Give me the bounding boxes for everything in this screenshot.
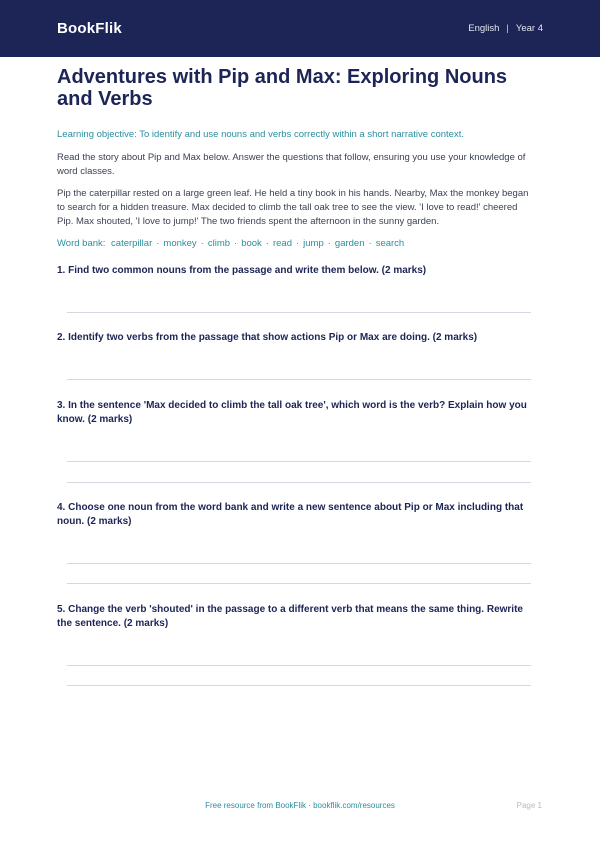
question-1: [57, 264, 537, 278]
instructions: Read the story about Pip and Max below. Answer the questions that follow, ensuring you use your knowledge of word classes.: [57, 152, 526, 177]
page-number: Page 1: [516, 801, 542, 810]
header-meta: [468, 23, 543, 34]
answer-line[interactable]: [67, 685, 531, 686]
footer-source: Free resource from BookFlik · bookflik.com/resources: [205, 801, 395, 810]
question-text: 4. Choose one noun from the word bank and write a new sentence about Pip or Max including that noun. (2 marks): [57, 502, 524, 527]
question-2: [57, 331, 537, 345]
header-bar: [0, 0, 600, 57]
answer-line[interactable]: [67, 312, 531, 313]
word-bank-word: search: [375, 238, 405, 249]
question-4: [57, 501, 537, 529]
question-text: 2. Identify two verbs from the passage that show actions Pip or Max are doing. (2 marks): [57, 332, 478, 343]
answer-line[interactable]: [67, 583, 531, 584]
footer: [0, 801, 600, 813]
question-3: [57, 399, 537, 427]
answer-line[interactable]: [67, 563, 531, 564]
word-bank-word: monkey: [163, 238, 197, 249]
word-bank-word: climb: [207, 238, 231, 249]
brand-logo-text: BookFlik: [57, 20, 122, 37]
word-bank-word: read: [272, 238, 292, 249]
word-bank: Word bank: caterpillar · monkey · climb · book · read · jump · garden · search: [57, 238, 405, 249]
subject-label: English: [468, 23, 500, 34]
answer-line[interactable]: [67, 482, 531, 483]
answer-line[interactable]: [67, 665, 531, 666]
word-bank-label: Word bank:: [57, 238, 106, 249]
page-title: Adventures with Pip and Max: Exploring Nouns and Verbs: [57, 66, 508, 110]
question-text: 1. Find two common nouns from the passage and write them below. (2 marks): [57, 265, 427, 276]
learning-objective: Learning objective: To identify and use nouns and verbs correctly within a short narrative context.: [57, 129, 464, 140]
word-bank-word: book: [241, 238, 262, 249]
answer-line[interactable]: [67, 461, 531, 462]
meta-separator: |: [506, 23, 509, 34]
question-text: 3. In the sentence 'Max decided to climb the tall oak tree', which word is the verb? Explain how you know. (2 marks): [57, 400, 527, 425]
question-text: 5. Change the verb 'shouted' in the passage to a different verb that means the same thing. Rewrite the sentence. (2 marks): [57, 604, 523, 629]
word-bank-word: caterpillar: [111, 238, 153, 249]
word-bank-word: garden: [334, 238, 365, 249]
year-label: Year 4: [515, 23, 543, 34]
answer-line[interactable]: [67, 379, 531, 380]
worksheet-intro: [57, 66, 531, 251]
word-bank-word: jump: [303, 238, 324, 249]
story-passage: Pip the caterpillar rested on a large green leaf. He held a tiny book in his hands. Nearby, Max the monkey began to search for a hidden treasure. Max decided to climb the tall oak tree to see the view. 'I love to read!' cheered Pip. Max shouted, 'I love to jump!' The two friends spent the afternoon in the sunny garden.: [57, 188, 529, 227]
question-5: [57, 603, 537, 631]
